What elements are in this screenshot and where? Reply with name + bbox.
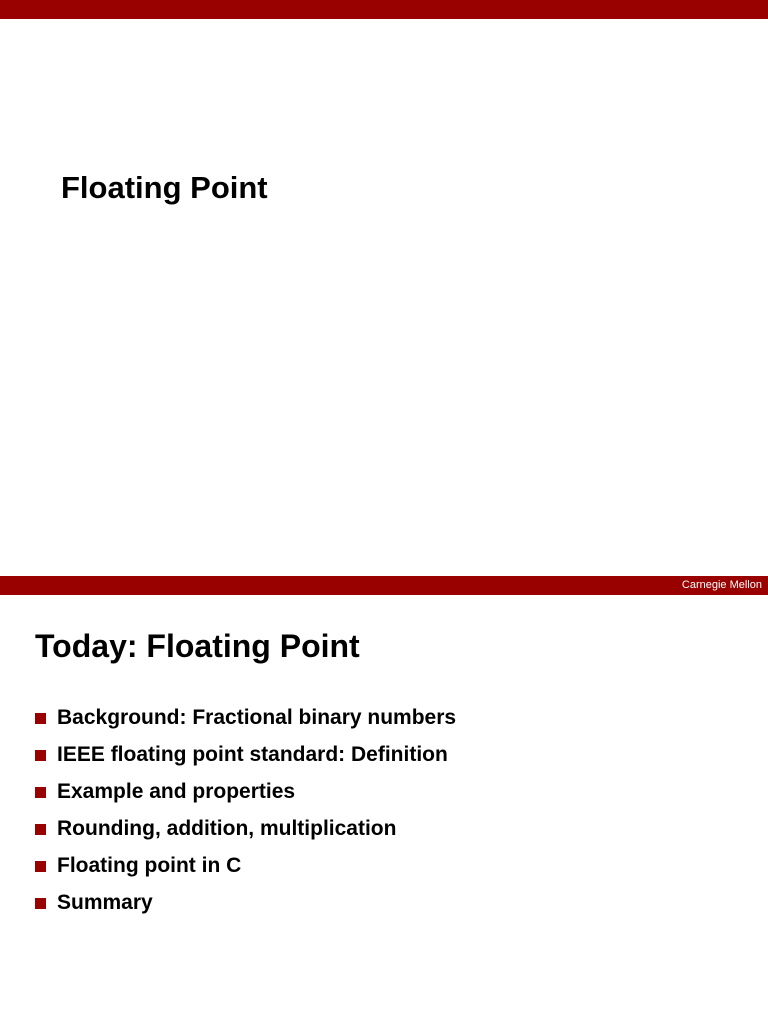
list-item	[35, 699, 456, 736]
square-bullet-icon	[35, 787, 46, 798]
square-bullet-icon	[35, 898, 46, 909]
slide-title: Floating Point	[61, 170, 268, 205]
square-bullet-icon	[35, 713, 46, 724]
square-bullet-icon	[35, 750, 46, 761]
bullet-list	[35, 699, 456, 921]
slide-header-bar	[0, 0, 768, 19]
bullet-text: IEEE floating point standard: Definition	[57, 742, 448, 766]
list-item	[35, 736, 456, 773]
slide-header-bar	[0, 576, 768, 595]
square-bullet-icon	[35, 824, 46, 835]
bullet-text: Summary	[57, 890, 153, 914]
slide-title: Today: Floating Point	[35, 628, 360, 664]
institution-label: Carnegie Mellon	[681, 579, 762, 591]
bullet-text: Background: Fractional binary numbers	[57, 705, 457, 729]
agenda-slide	[0, 576, 768, 1024]
list-item	[35, 847, 456, 884]
list-item	[35, 884, 456, 921]
list-item	[35, 810, 456, 847]
list-item	[35, 773, 456, 810]
square-bullet-icon	[35, 861, 46, 872]
bullet-text: Floating point in C	[57, 853, 242, 877]
bullet-text: Rounding, addition, multiplication	[57, 816, 397, 840]
bullet-text: Example and properties	[57, 779, 296, 803]
